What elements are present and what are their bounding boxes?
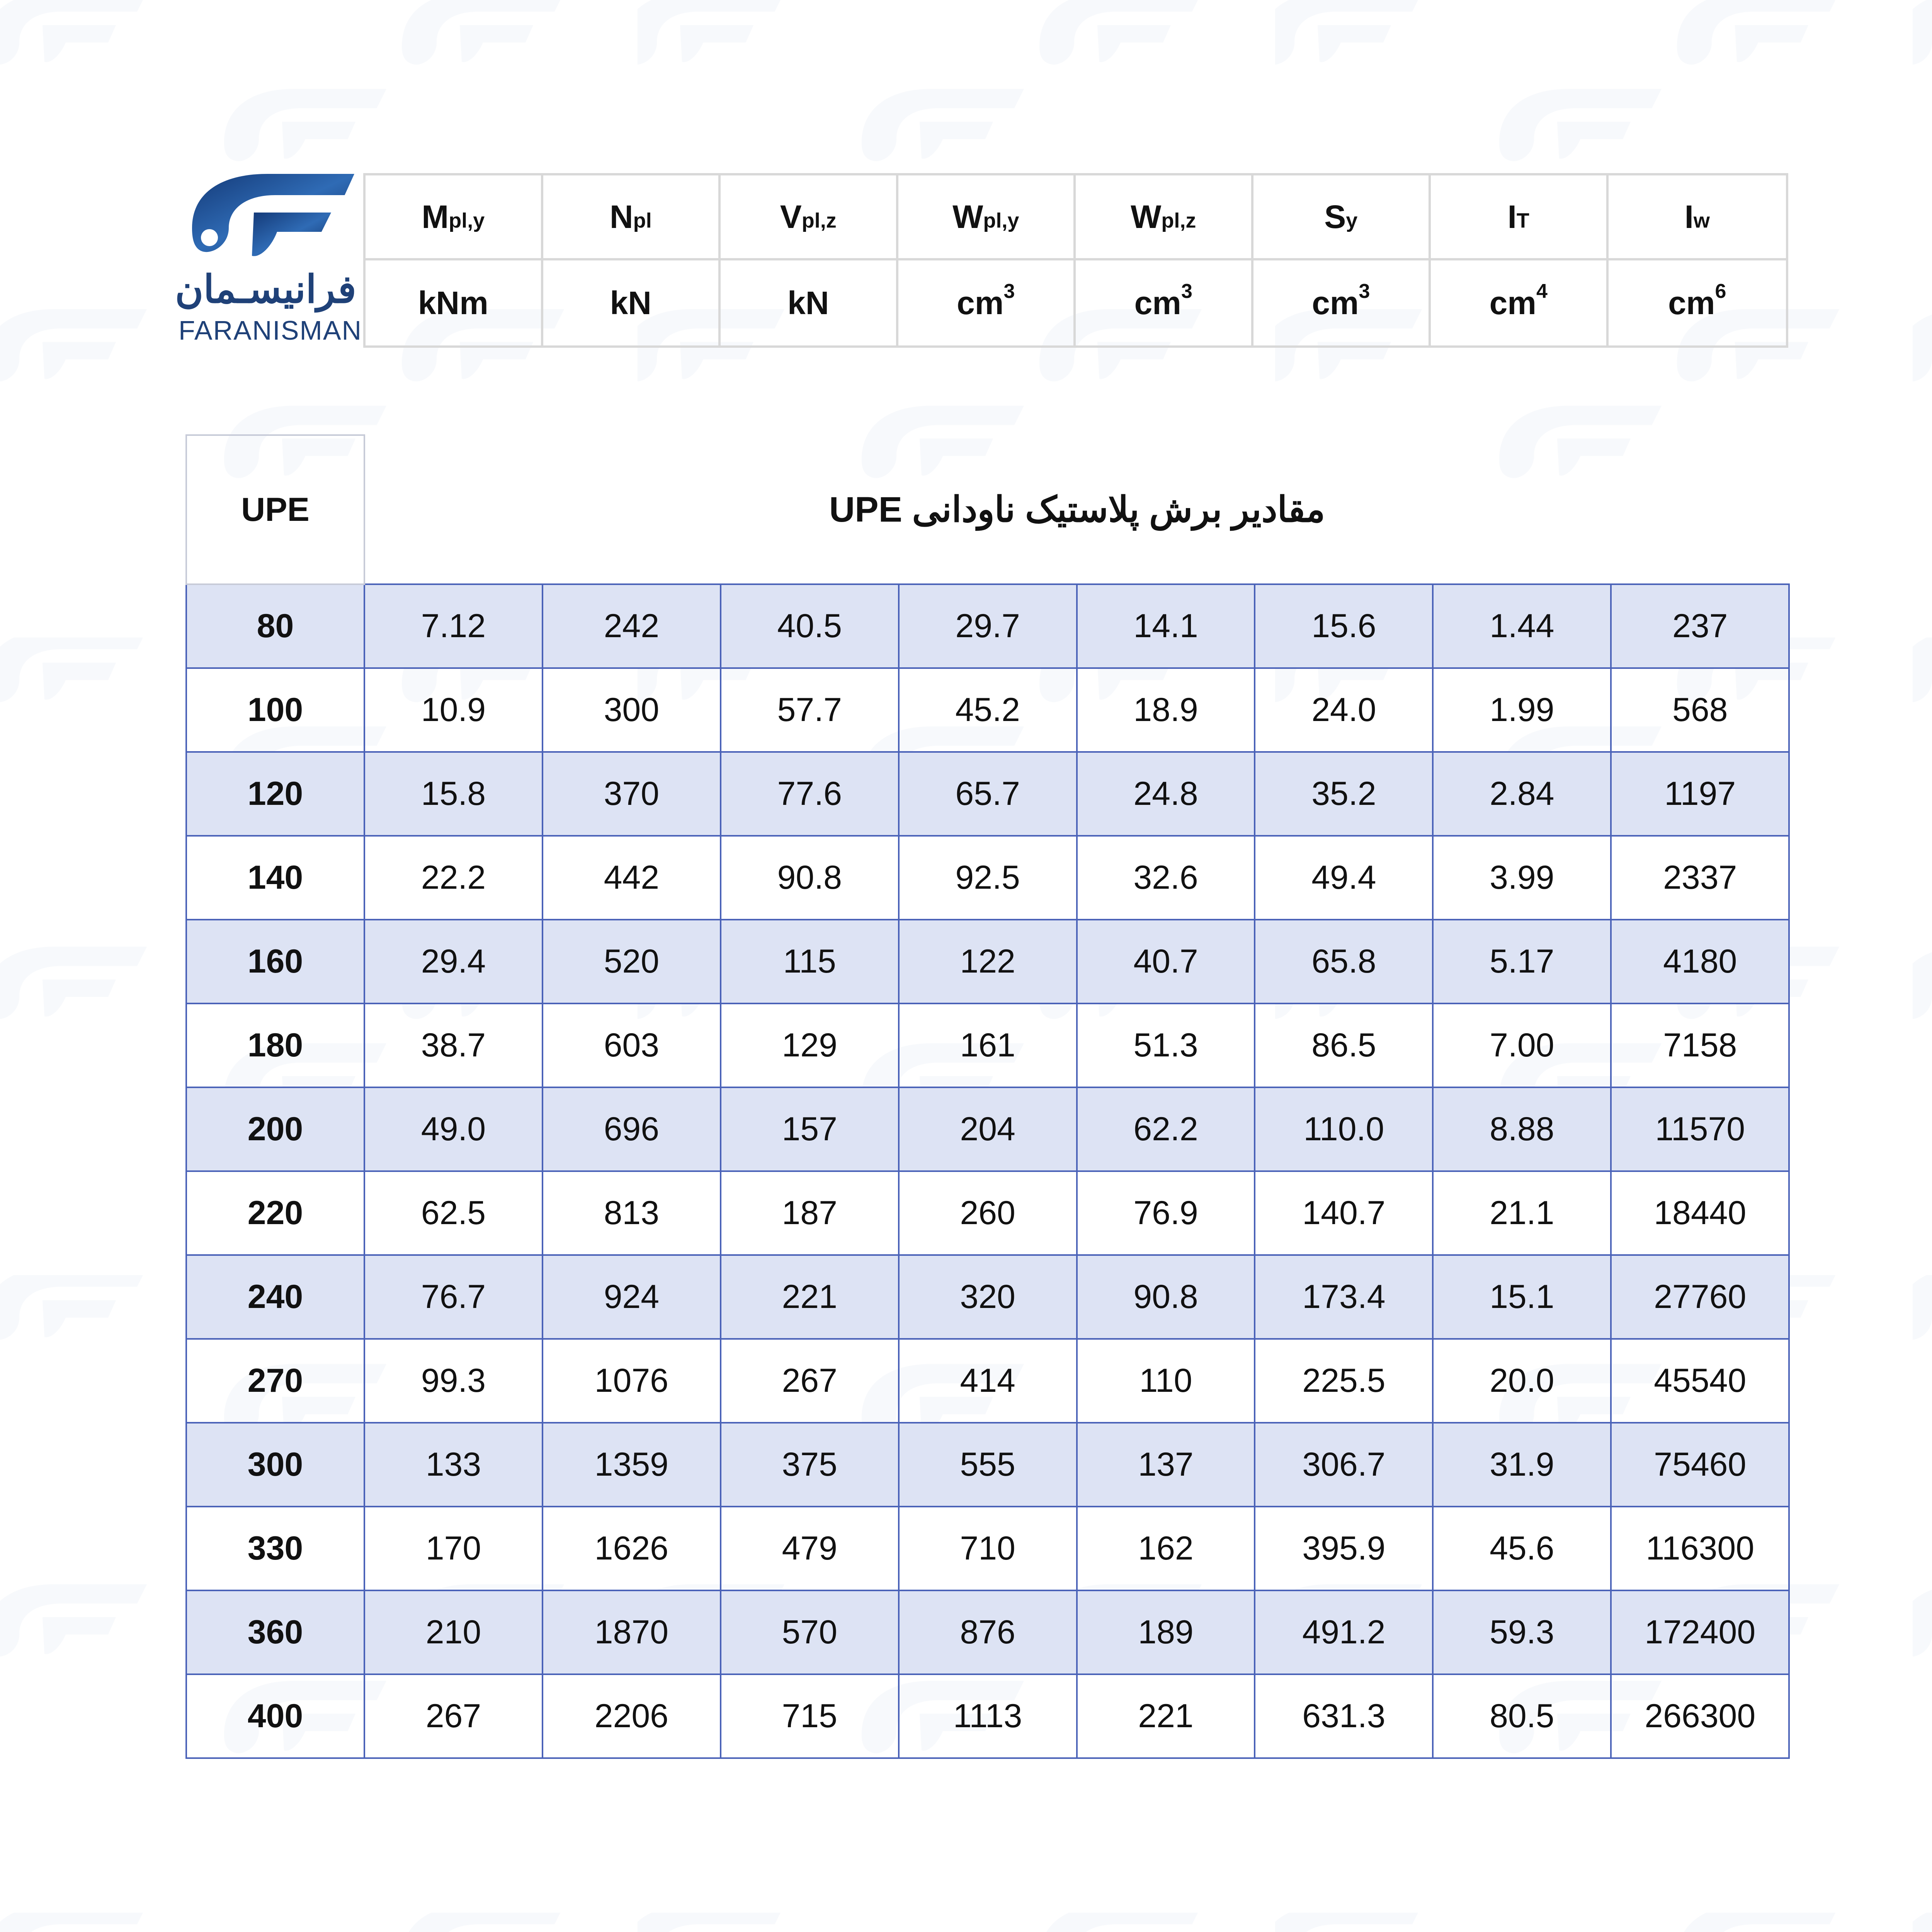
value-cell: 29.7 [899, 584, 1077, 668]
value-cell: 99.3 [364, 1339, 543, 1423]
header-unit-wplz: cm $^3$ [1076, 260, 1253, 345]
value-cell: 51.3 [1077, 1003, 1255, 1087]
value-cell: 22.2 [364, 836, 543, 920]
value-cell: 57.7 [721, 668, 899, 752]
profile-size-cell: 330 [186, 1507, 364, 1590]
value-cell: 414 [899, 1339, 1077, 1423]
value-cell: 40.7 [1077, 920, 1255, 1003]
value-cell: 210 [364, 1590, 543, 1674]
value-cell: 35.2 [1255, 752, 1433, 836]
value-cell: 80.5 [1433, 1674, 1611, 1758]
header-symbol-vplz: V $_{pl,z}$ [721, 175, 898, 260]
value-cell: 813 [543, 1171, 721, 1255]
value-cell: 11570 [1611, 1087, 1789, 1171]
value-cell: 204 [899, 1087, 1077, 1171]
table-row [186, 1507, 1789, 1590]
value-cell: 603 [543, 1003, 721, 1087]
value-cell: 7.12 [364, 584, 543, 668]
header-unit-npl: kN [543, 260, 721, 345]
value-cell: 140.7 [1255, 1171, 1433, 1255]
value-cell: 21.1 [1433, 1171, 1611, 1255]
value-cell: 31.9 [1433, 1423, 1611, 1507]
table-row [186, 1255, 1789, 1339]
value-cell: 18440 [1611, 1171, 1789, 1255]
value-cell: 76.9 [1077, 1171, 1255, 1255]
value-cell: 696 [543, 1087, 721, 1171]
table-row [186, 1423, 1789, 1507]
table-row [186, 752, 1789, 836]
table-row [186, 1674, 1789, 1758]
value-cell: 555 [899, 1423, 1077, 1507]
value-cell: 2.84 [1433, 752, 1611, 836]
value-cell: 300 [543, 668, 721, 752]
value-cell: 172400 [1611, 1590, 1789, 1674]
profile-size-cell: 220 [186, 1171, 364, 1255]
value-cell: 710 [899, 1507, 1077, 1590]
value-cell: 1.44 [1433, 584, 1611, 668]
value-cell: 395.9 [1255, 1507, 1433, 1590]
value-cell: 7158 [1611, 1003, 1789, 1087]
value-cell: 75460 [1611, 1423, 1789, 1507]
value-cell: 90.8 [1077, 1255, 1255, 1339]
value-cell: 320 [899, 1255, 1077, 1339]
header-symbol-sy: S $_y$ [1253, 175, 1431, 260]
value-cell: 15.6 [1255, 584, 1433, 668]
value-cell: 1626 [543, 1507, 721, 1590]
value-cell: 49.0 [364, 1087, 543, 1171]
value-cell: 110.0 [1255, 1087, 1433, 1171]
value-cell: 7.00 [1433, 1003, 1611, 1087]
value-cell: 92.5 [899, 836, 1077, 920]
value-cell: 110 [1077, 1339, 1255, 1423]
header-unit-it: cm $^4$ [1431, 260, 1609, 345]
brand-name-english: FARANISMAN [179, 315, 362, 345]
value-cell: 1197 [1611, 752, 1789, 836]
table-title-row [186, 435, 1789, 584]
value-cell: 442 [543, 836, 721, 920]
value-cell: 77.6 [721, 752, 899, 836]
value-cell: 24.8 [1077, 752, 1255, 836]
value-cell: 62.5 [364, 1171, 543, 1255]
value-cell: 221 [721, 1255, 899, 1339]
header-symbol-it: I $_T$ [1431, 175, 1609, 260]
value-cell: 267 [721, 1339, 899, 1423]
value-cell: 5.17 [1433, 920, 1611, 1003]
value-cell: 162 [1077, 1507, 1255, 1590]
header-unit-iw: cm $^6$ [1668, 280, 1726, 321]
value-cell: 715 [721, 1674, 899, 1758]
value-cell: 65.8 [1255, 920, 1433, 1003]
value-cell: 520 [543, 920, 721, 1003]
value-cell: 45.2 [899, 668, 1077, 752]
value-cell: 173.4 [1255, 1255, 1433, 1339]
header-symbol-iw: I $_w$ [1609, 175, 1786, 260]
value-cell: 15.1 [1433, 1255, 1611, 1339]
column-header-table [363, 173, 1788, 348]
brand-mark-icon [179, 170, 356, 267]
value-cell: 189 [1077, 1590, 1255, 1674]
table-row [186, 1087, 1789, 1171]
table-row [186, 668, 1789, 752]
value-cell: 122 [899, 920, 1077, 1003]
value-cell: 491.2 [1255, 1590, 1433, 1674]
profile-size-cell: 120 [186, 752, 364, 836]
value-cell: 14.1 [1077, 584, 1255, 668]
value-cell: 4180 [1611, 920, 1789, 1003]
value-cell: 375 [721, 1423, 899, 1507]
profile-size-cell: 360 [186, 1590, 364, 1674]
value-cell: 1870 [543, 1590, 721, 1674]
value-cell: 40.5 [721, 584, 899, 668]
header-unit-mply: kNm [366, 260, 543, 345]
profile-size-cell: 80 [186, 584, 364, 668]
brand-logo [175, 170, 362, 352]
profile-size-cell: 160 [186, 920, 364, 1003]
value-cell: 45540 [1611, 1339, 1789, 1423]
value-cell: 225.5 [1255, 1339, 1433, 1423]
value-cell: 161 [899, 1003, 1077, 1087]
table-row [186, 584, 1789, 668]
value-cell: 242 [543, 584, 721, 668]
value-cell: 129 [721, 1003, 899, 1087]
value-cell: 1113 [899, 1674, 1077, 1758]
profile-size-cell: 180 [186, 1003, 364, 1087]
table-row [186, 836, 1789, 920]
table-row [186, 920, 1789, 1003]
value-cell: 479 [721, 1507, 899, 1590]
table-row [186, 1003, 1789, 1087]
profile-size-cell: 100 [186, 668, 364, 752]
value-cell: 20.0 [1433, 1339, 1611, 1423]
value-cell: 570 [721, 1590, 899, 1674]
value-cell: 49.4 [1255, 836, 1433, 920]
value-cell: 266300 [1611, 1674, 1789, 1758]
header-symbol-npl: N $_{pl}$ [543, 175, 721, 260]
value-cell: 924 [543, 1255, 721, 1339]
value-cell: 187 [721, 1171, 899, 1255]
value-cell: 1.99 [1433, 668, 1611, 752]
header-symbol-mply: M $_{pl,y}$ [366, 175, 543, 260]
profile-size-cell: 240 [186, 1255, 364, 1339]
value-cell: 1076 [543, 1339, 721, 1423]
value-cell: 116300 [1611, 1507, 1789, 1590]
value-cell: 76.7 [364, 1255, 543, 1339]
table-row [186, 1171, 1789, 1255]
value-cell: 260 [899, 1171, 1077, 1255]
value-cell: 90.8 [721, 836, 899, 920]
value-cell: 1359 [543, 1423, 721, 1507]
header-unit-sy: cm $^3$ [1253, 260, 1431, 345]
table-title: مقادیر برش پلاستیک ناودانی UPE [364, 435, 1789, 584]
profile-size-cell: 300 [186, 1423, 364, 1507]
value-cell: 2206 [543, 1674, 721, 1758]
value-cell: 237 [1611, 584, 1789, 668]
value-cell: 170 [364, 1507, 543, 1590]
value-cell: 86.5 [1255, 1003, 1433, 1087]
value-cell: 65.7 [899, 752, 1077, 836]
upe-column-header: UPE [186, 435, 364, 584]
value-cell: 370 [543, 752, 721, 836]
value-cell: 2337 [1611, 836, 1789, 920]
value-cell: 133 [364, 1423, 543, 1507]
value-cell: 631.3 [1255, 1674, 1433, 1758]
table-row [186, 1590, 1789, 1674]
value-cell: 568 [1611, 668, 1789, 752]
value-cell: 115 [721, 920, 899, 1003]
profile-size-cell: 140 [186, 836, 364, 920]
profile-size-cell: 200 [186, 1087, 364, 1171]
value-cell: 45.6 [1433, 1507, 1611, 1590]
value-cell: 38.7 [364, 1003, 543, 1087]
brand-name-persian: فرانیسـمان [175, 268, 356, 311]
value-cell: 137 [1077, 1423, 1255, 1507]
header-symbol-wplz: W $_{pl,z}$ [1076, 175, 1253, 260]
value-cell: 62.2 [1077, 1087, 1255, 1171]
value-cell: 15.8 [364, 752, 543, 836]
header-symbol-wply: W $_{pl,y}$ [898, 175, 1076, 260]
profile-size-cell: 400 [186, 1674, 364, 1758]
value-cell: 10.9 [364, 668, 543, 752]
value-cell: 18.9 [1077, 668, 1255, 752]
value-cell: 24.0 [1255, 668, 1433, 752]
header-unit-vplz: kN [721, 260, 898, 345]
value-cell: 27760 [1611, 1255, 1789, 1339]
upe-plastic-section-table [185, 434, 1790, 1759]
value-cell: 29.4 [364, 920, 543, 1003]
value-cell: 32.6 [1077, 836, 1255, 920]
profile-size-cell: 270 [186, 1339, 364, 1423]
value-cell: 306.7 [1255, 1423, 1433, 1507]
value-cell: 8.88 [1433, 1087, 1611, 1171]
value-cell: 157 [721, 1087, 899, 1171]
table-row [186, 1339, 1789, 1423]
value-cell: 3.99 [1433, 836, 1611, 920]
value-cell: 876 [899, 1590, 1077, 1674]
value-cell: 221 [1077, 1674, 1255, 1758]
value-cell: 59.3 [1433, 1590, 1611, 1674]
header-unit-wply: cm $^3$ [898, 260, 1076, 345]
value-cell: 267 [364, 1674, 543, 1758]
